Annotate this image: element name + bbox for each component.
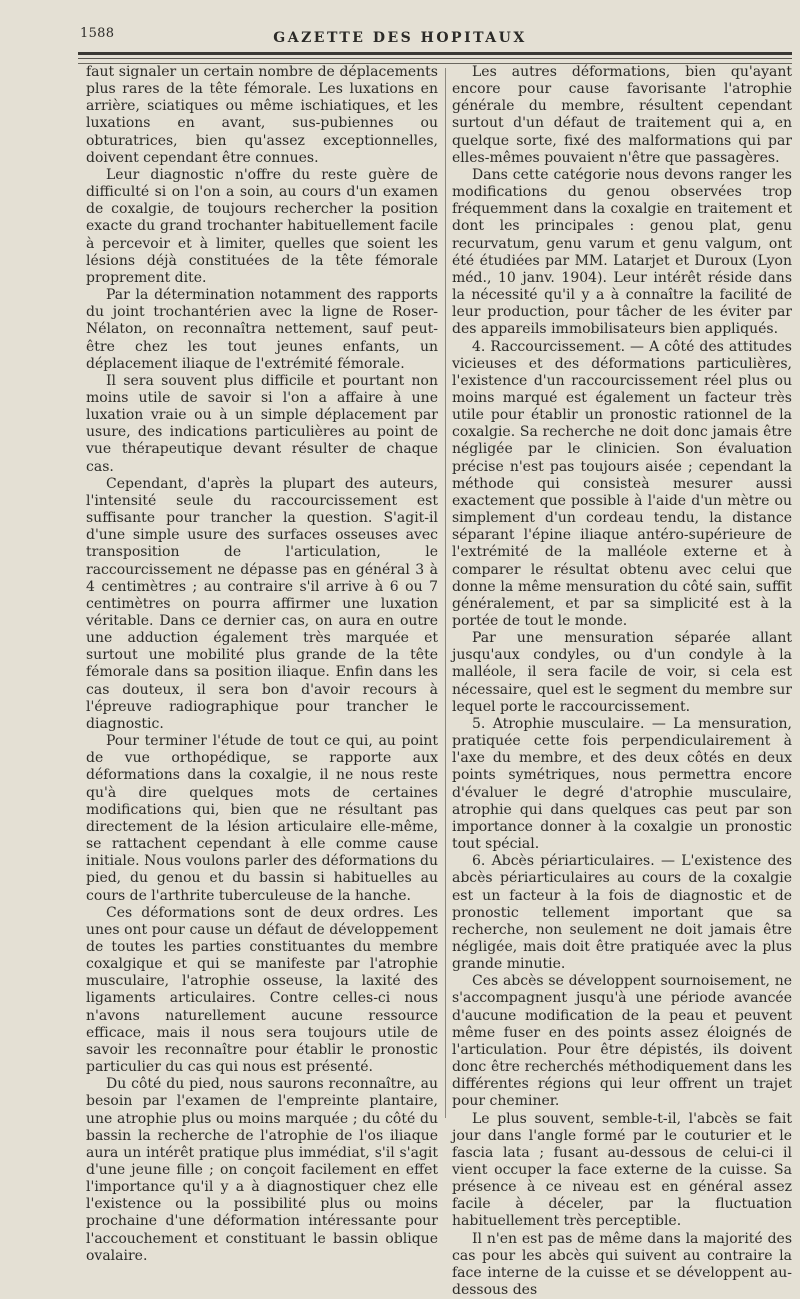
column-divider	[445, 68, 446, 1118]
paragraph: 6. Abcès périarticulaires. — L'existence des abcès périarticulaires au cours de la coxalgie est un facteur à la fois de diagnostic et de pronostic tellement important que sa recherche, non seulement ne doit jamais être négligée, mais doit être pratiquée avec la plus grande minutie.	[452, 853, 792, 973]
paragraph: Il sera souvent plus difficile et pourtant non moins utile de savoir si l'on a affaire à une luxation vraie ou à un simple déplacement par usure, des indications particulières au point de vue thérapeutique devant résulter de chaque cas.	[86, 372, 438, 475]
paragraph: Leur diagnostic n'offre du reste guère de difficulté si on l'on a soin, au cours d'un examen de coxalgie, de toujours rechercher la position exacte du grand trochanter habituellement facile à percevoir et à limiter, quelles que soient les lésions déjà constituées de la tête fémorale proprement dite.	[86, 166, 438, 286]
page-number: 1588	[80, 26, 115, 41]
paragraph: Par une mensuration séparée allant jusqu'aux condyles, ou d'un condyle à la malléole, il sera facile de voir, si cela est nécessaire, quel est le segment du membre sur lequel porte le raccourcissement.	[452, 630, 792, 715]
paragraph: 5. Atrophie musculaire. — La mensuration, pratiquée cette fois perpendiculairement à l'axe du membre, et des deux côtés en deux points symétriques, nous permettra encore d'évaluer le degré d'atrophie musculaire, atrophie qui dans quelques cas peut par son importance donner à la coxalgie un pronostic tout spécial.	[452, 715, 792, 853]
paragraph: Pour terminer l'étude de tout ce qui, au point de vue orthopédique, se rapporte aux déformations dans la coxalgie, il ne nous reste qu'à dire quelques mots de certaines modifications qui, bien que ne résultant pas directement de la lésion articulaire elle-même, se rattachent cependant à elle comme cause initiale. Nous voulons parler des déformations du pied, du genou et du bassin si habituelles au cours de l'arthrite tuberculeuse de la hanche.	[86, 733, 438, 904]
paragraph: 4. Raccourcissement. — A côté des attitudes vicieuses et des déformations particulières, l'existence d'un raccourcissement réel plus ou moins marqué est également un facteur très utile pour établir un pronostic rationnel de la coxalgie. Sa recherche ne doit donc jamais être négligée par le clinicien. Son évaluation précise n'est pas toujours aisée ; cependant la méthode qui consisteà mesurer aussi exactement que possible à l'aide d'un mètre ou simplement d'un cordeau tendu, la distance séparant l'épine iliaque antéro-supérieure de l'extrémité de la malléole externe et à comparer le résultat obtenu avec celui que donne la même mensuration du côté sain, suffit généralement, et par sa simplicité est à la portée de tout le monde.	[452, 338, 792, 629]
header-rule-thick	[78, 52, 792, 55]
right-column	[452, 64, 792, 1299]
paragraph: Il n'en est pas de même dans la majorité des cas pour les abcès qui suivent au contraire la face interne de la cuisse et se développent au-dessous des	[452, 1230, 792, 1299]
header-rule-thin	[78, 58, 792, 59]
paragraph: Cependant, d'après la plupart des auteurs, l'intensité seule du raccourcissement est suffisante pour trancher la question. S'agit-il d'une simple usure des surfaces osseuses avec transposition de l'articulation, le raccourcissement ne dépasse pas en général 3 à 4 centimètres ; au contraire s'il arrive à 6 ou 7 centimètres on pourra affirmer une luxation véritable. Dans ce dernier cas, on aura en outre une adduction également très marquée et surtout une mobilité plus grande de la tête fémorale dans sa position iliaque. Enfin dans les cas douteux, il sera bon d'avoir recours à l'épreuve radiographique pour trancher le diagnostic.	[86, 475, 438, 732]
paragraph: Le plus souvent, semble-t-il, l'abcès se fait jour dans l'angle formé par le couturier et le fascia lata ; fusant au-dessous de celui-ci il vient occuper la face externe de la cuisse. Sa présence à ce niveau est en général assez facile à déceler, par la fluctuation habituellement très perceptible.	[452, 1110, 792, 1230]
paragraph: faut signaler un certain nombre de déplacements plus rares de la tête fémorale. Les luxations en arrière, sciatiques ou même ischiatiques, et les luxations en avant, sus-pubiennes ou obturatrices, bien qu'assez exceptionnelles, doivent cependant être connues.	[86, 64, 438, 166]
running-title: GAZETTE DES HOPITAUX	[273, 30, 527, 46]
paragraph: Ces déformations sont de deux ordres. Les unes ont pour cause un défaut de développement de toutes les parties constituantes du membre coxalgique et qui se manifeste par l'atrophie musculaire, l'atrophie osseuse, la laxité des ligaments articulaires. Contre celles-ci nous n'avons naturellement aucune ressource efficace, mais il nous sera toujours utile de savoir les reconnaître pour établir le pronostic particulier du cas qui nous est présenté.	[86, 904, 438, 1076]
paragraph: Dans cette catégorie nous devons ranger les modifications du genou observées trop fréquemment dans la coxalgie en traitement et dont les principales : genou plat, genu recurvatum, genu varum et genu valgum, ont été étudiées par MM. Latarjet et Duroux (Lyon méd., 10 janv. 1904). Leur intérêt réside dans la nécessité qu'il y a à connaître la facilité de leur production, pour tâcher de les éviter par des appareils immobilisateurs bien appliqués.	[452, 166, 792, 338]
paragraph: Ces abcès se développent sournoisement, ne s'accompagnent jusqu'à une période avancée d'aucune modification de la peau et peuvent même fuser en des points assez éloignés de l'articulation. Pour être dépistés, ils doivent donc être recherchés méthodiquement dans les différentes régions qui leur offrent un trajet pour cheminer.	[452, 973, 792, 1110]
paragraph: Du côté du pied, nous saurons reconnaître, au besoin par l'examen de l'empreinte plantaire, une atrophie plus ou moins marquée ; du côté du bassin la recherche de l'atrophie de l'os iliaque aura un intérêt pratique plus immédiat, s'il s'agit d'une jeune fille ; on conçoit facilement en effet l'importance qu'il y a à diagnostiquer chez elle l'existence ou la possibilité plus ou moins prochaine d'une déformation intéressante pour l'accouchement et constituant le bassin oblique ovalaire.	[86, 1076, 438, 1264]
paragraph: Les autres déformations, bien qu'ayant encore pour cause favorisante l'atrophie générale du membre, résultent cependant surtout d'un défaut de traitement qui a, en quelque sorte, fixé des malformations qui par elles-mêmes pouvaient n'être que passagères.	[452, 64, 792, 166]
paragraph: Par la détermination notamment des rapports du joint trochantérien avec la ligne de Roser-Nélaton, on reconnaîtra nettement, sauf peut-être chez les tout jeunes enfants, un déplacement iliaque de l'extrémité fémorale.	[86, 287, 438, 372]
left-column	[86, 64, 438, 1265]
